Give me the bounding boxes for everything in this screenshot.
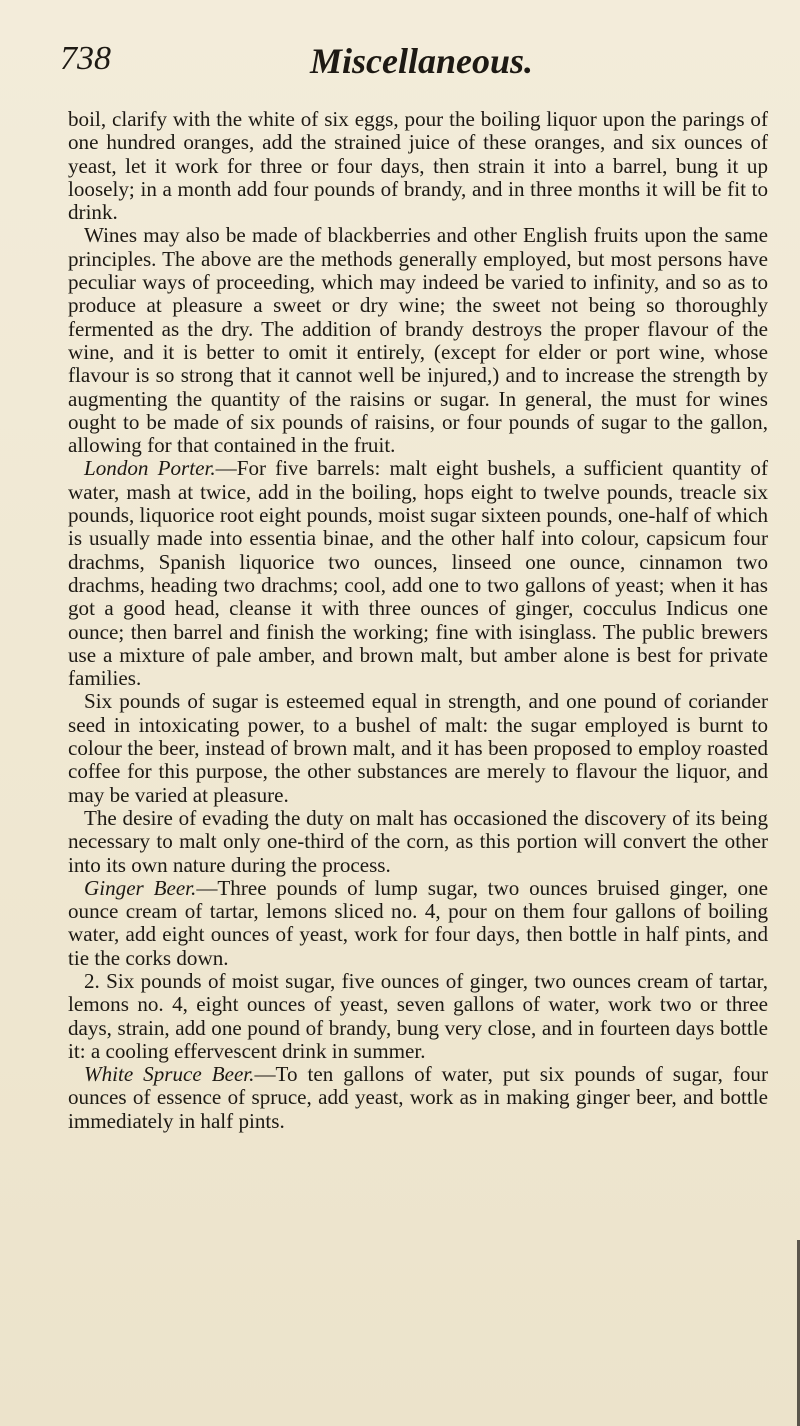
paragraph: [68, 970, 768, 1063]
recipe-heading: White Spruce Beer.: [84, 1062, 255, 1087]
recipe-heading: Ginger Beer.: [84, 875, 197, 900]
paragraph-text: —Three pounds of lump sugar, two ounces bruised ginger, one ounce cream of tartar, lemons sliced no. 4, pour on them four gallons of boiling water, add eight ounces of yeast, work for four days, then bottle in half pints, and tie the corks down.: [68, 875, 768, 970]
paragraph-text: boil, clarify with the white of six eggs, pour the boiling liquor upon the parings of one hundred oranges, add the strained juice of these oranges, and six ounces of yeast, let it work for three or four days, then strain it into a barrel, bung it up loosely; in a month add four pounds of brandy, and in three months it will be fit to drink.: [68, 107, 768, 225]
paragraph: [68, 877, 768, 970]
paragraph-text: The desire of evading the duty on malt has occasioned the discovery of its being necessary to malt only one-third of the corn, as this portion will convert the other into its own nature during the process.: [68, 805, 768, 877]
paragraph-text: 2. Six pounds of moist sugar, five ounces of ginger, two ounces cream of tartar, lemons no. 4, eight ounces of yeast, seven gallons of water, work two or three days, strain, add one pound of brandy, bung very close, and in fourteen days bottle it: a cooling effervescent drink in summer.: [68, 968, 768, 1063]
paragraph-text: Wines may also be made of blackberries and other English fruits upon the same principles. The above are the methods generally employed, but most persons have peculiar ways of proceeding, which may indeed be varied to infinity, and so as to produce at pleasure a sweet or dry wine; the sweet not being so thoroughly fermented as the dry. The addition of brandy destroys the proper flavour of the wine, and it is better to omit it entirely, (except for elder or port wine, whose flavour is so strong that it cannot well be injured,) and to increase the strength by augmenting the quantity of the raisins or sugar. In general, the must for wines ought to be made of six pounds of raisins, or four pounds of sugar to the gallon, allowing for that contained in the fruit.: [68, 223, 768, 458]
page-header: [60, 40, 765, 92]
paragraph: [68, 1063, 768, 1133]
paragraph: [68, 224, 768, 457]
paragraph-text: —To ten gallons of water, put six pounds of sugar, four ounces of essence of spruce, add yeast, work as in making ginger beer, and bottle immediately in half pints.: [68, 1062, 768, 1133]
paragraph-text: —For five barrels: malt eight bushels, a sufficient quantity of water, mash at twice, add in the boiling, hops eight to twelve pounds, treacle six pounds, liquorice root eight pounds, moist sugar sixteen pounds, one-half of which is usually made into essentia binae, and the other half into colour, capsicum four drachms, Spanish liquorice two ounces, linseed one ounce, cinnamon two drachms, heading two drachms; cool, add one to two gallons of yeast; when it has got a good head, cleanse it with three ounces of ginger, cocculus Indicus one ounce; then barrel and finish the working; fine with isinglass. The public brewers use a mixture of pale amber, and brown malt, but amber alone is best for private families.: [68, 456, 768, 691]
paragraph: [68, 457, 768, 690]
recipe-heading: London Porter.: [84, 456, 216, 481]
paragraph: [68, 807, 768, 877]
paragraph: [68, 108, 768, 224]
paragraph-text: Six pounds of sugar is esteemed equal in strength, and one pound of coriander seed in intoxicating power, to a bushel of malt: the sugar employed is burnt to colour the beer, instead of brown malt, and it has been proposed to employ roasted coffee for this purpose, the other substances are merely to flavour the liquor, and may be varied at pleasure.: [68, 689, 768, 807]
paragraph: [68, 690, 768, 806]
body-text: [68, 108, 768, 1133]
page-number: 738: [60, 40, 111, 77]
running-head: Miscellaneous.: [310, 41, 534, 81]
